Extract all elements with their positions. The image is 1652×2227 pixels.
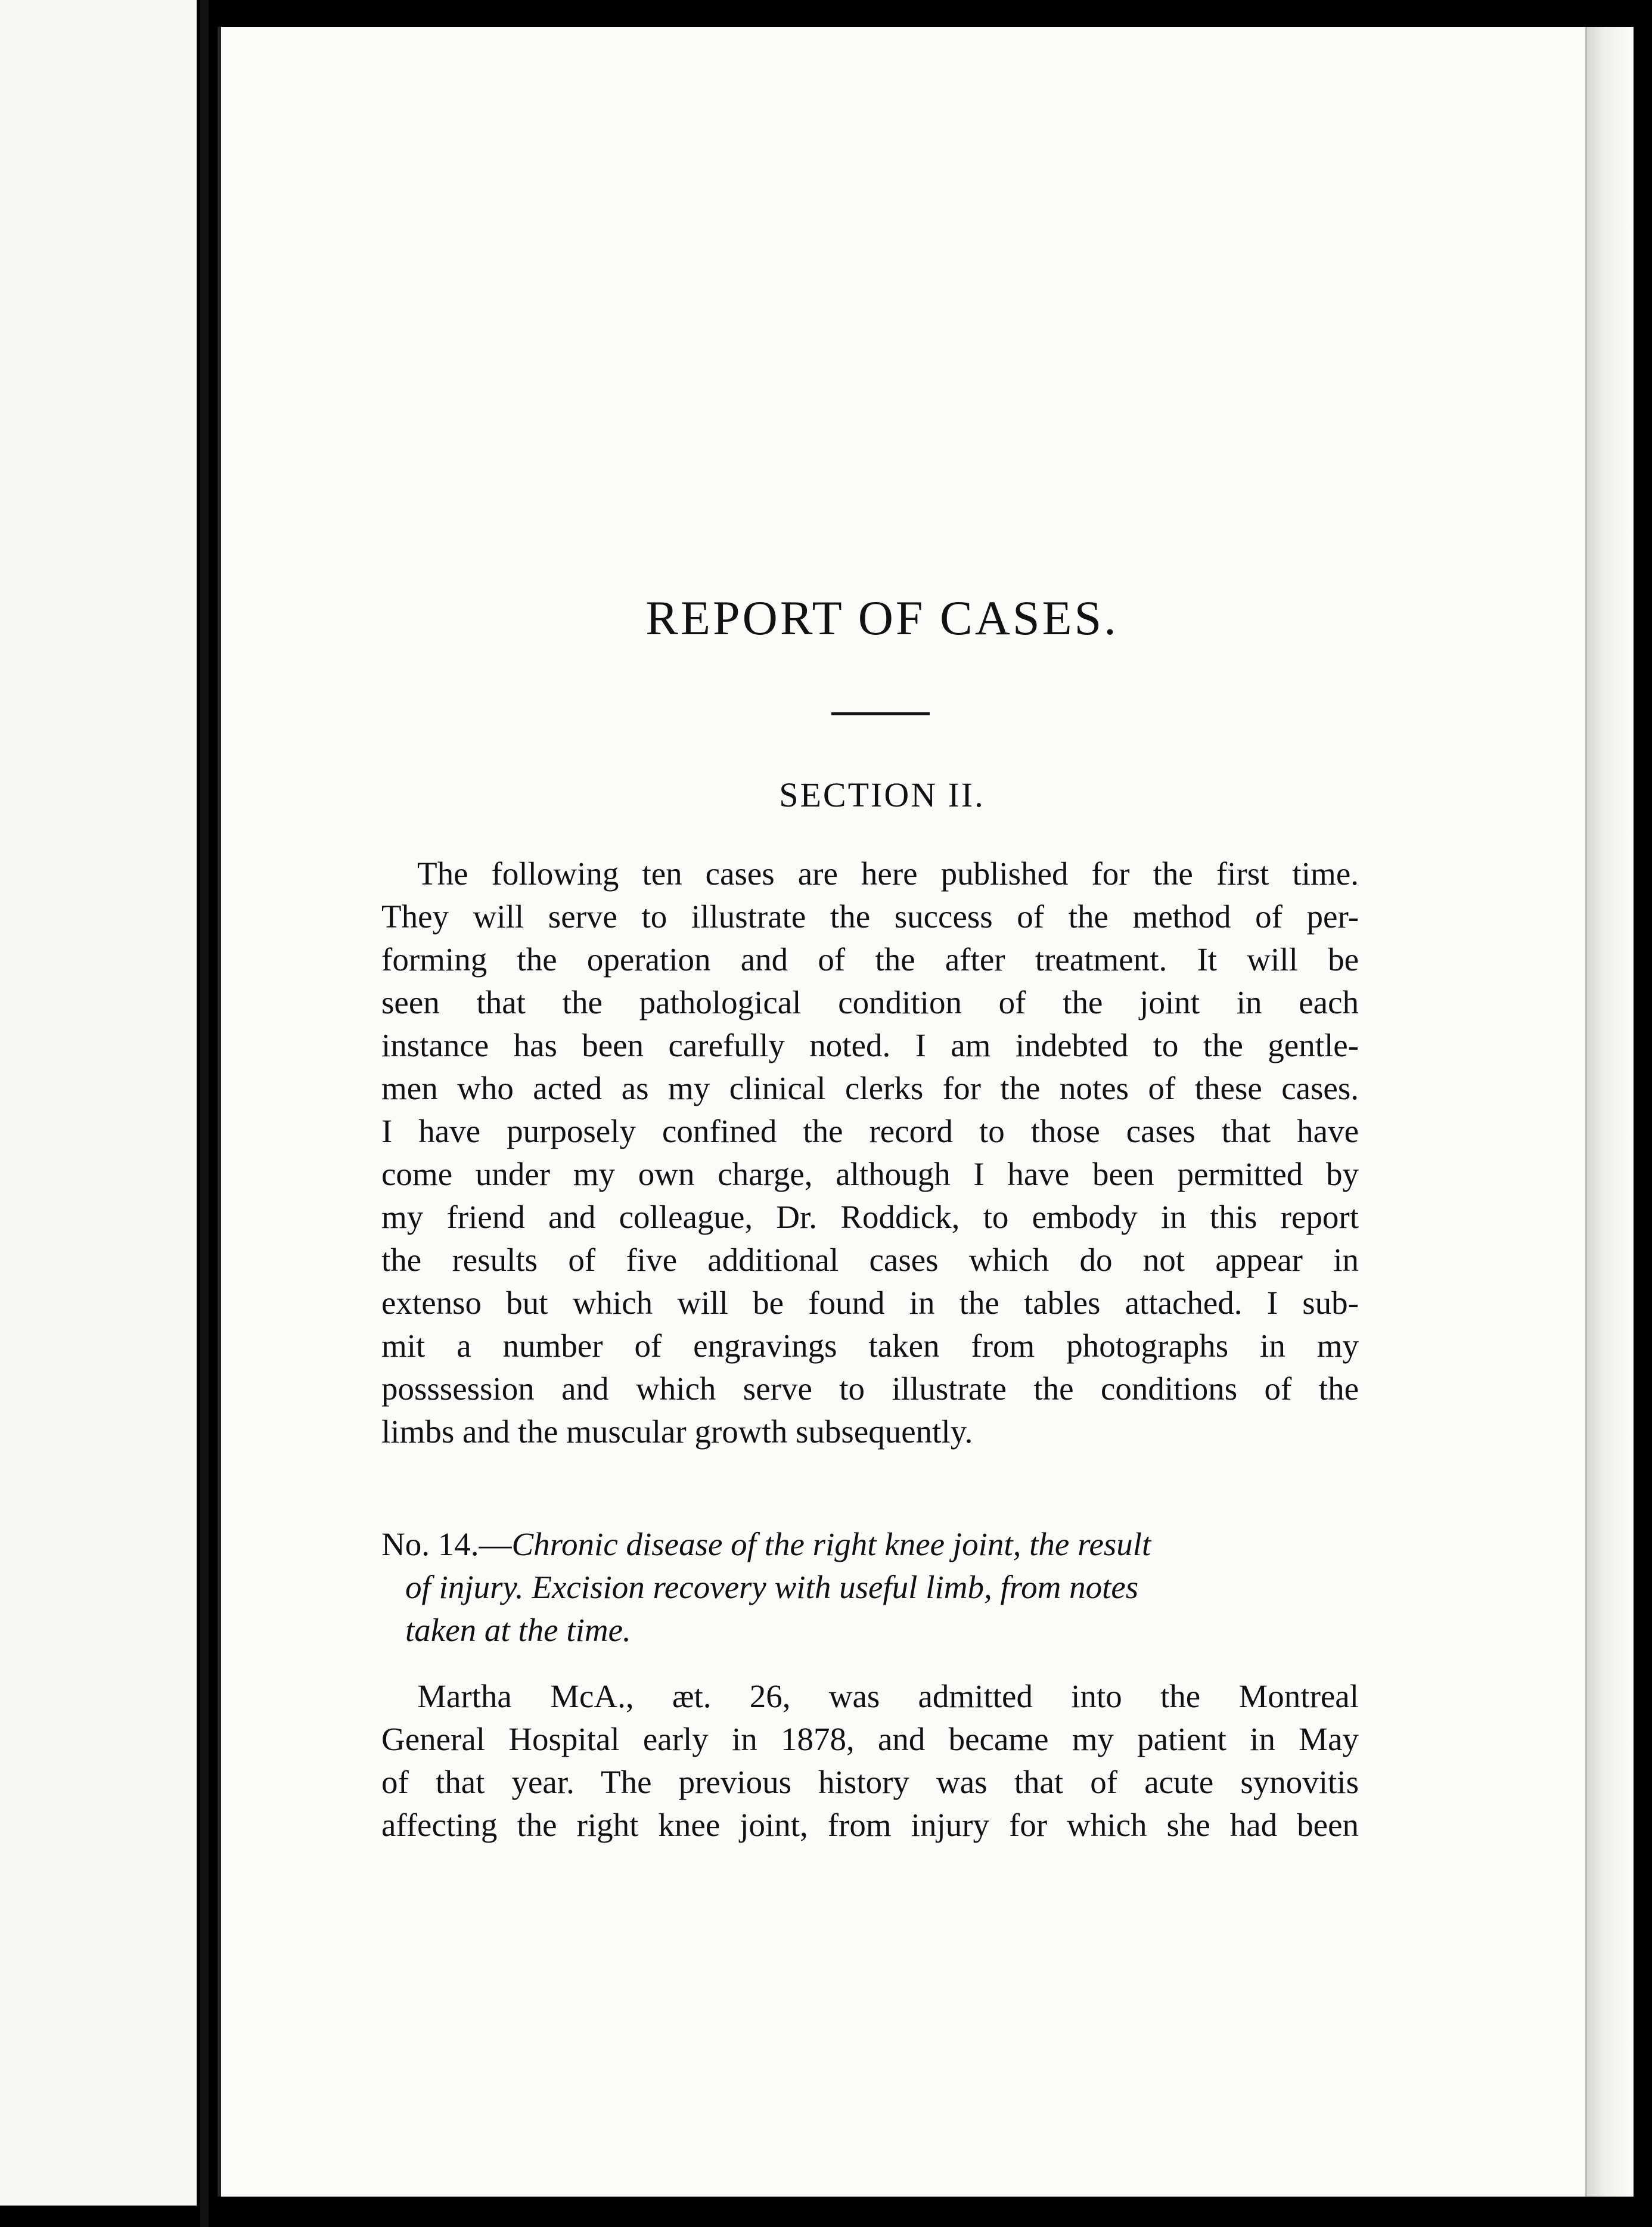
intro-line: posssession and which serve to illustrate the conditions of the: [381, 1370, 1359, 1407]
intro-line: The following ten cases are here published for the first time.: [417, 855, 1359, 892]
page-title: REPORT OF CASES.: [645, 591, 1119, 645]
case-heading: [381, 1523, 1359, 1652]
book-binding: [0, 0, 215, 2227]
intro-line: forming the operation and of the after treatment. It will be: [381, 941, 1359, 978]
intro-line: limbs and the muscular growth subsequently.: [381, 1413, 973, 1450]
binding-gutter: [200, 0, 209, 2227]
title-rule: [831, 712, 930, 715]
intro-line: mit a number of engravings taken from photographs in my: [381, 1327, 1359, 1364]
intro-line: the results of five additional cases which do not appear in: [381, 1242, 1359, 1278]
intro-line: extenso but which will be found in the tables attached. I sub-: [381, 1285, 1359, 1321]
case-heading-line: [381, 1609, 1359, 1652]
intro-line: seen that the pathological condition of the joint in each: [381, 984, 1359, 1021]
intro-line: men who acted as my clinical clerks for the notes of these cases.: [381, 1070, 1359, 1106]
case-title: of injury. Excision recovery with useful limb, from notes: [405, 1569, 1139, 1605]
intro-line: instance has been carefully noted. I am indebted to the gentle-: [381, 1027, 1359, 1063]
case-number: No. 14.—: [381, 1526, 512, 1562]
intro-line: come under my own charge, although I have been permitted by: [381, 1156, 1359, 1192]
facing-page-edge: [0, 0, 197, 2206]
case-body-line: affecting the right knee joint, from injury for which she had been: [381, 1807, 1359, 1843]
case-heading-line: [381, 1523, 1359, 1566]
intro-line: I have purposely confined the record to those cases that have: [381, 1113, 1359, 1149]
case-heading-line: [381, 1566, 1359, 1609]
case-title: Chronic disease of the right knee joint, the result: [511, 1526, 1151, 1562]
case-body-line: General Hospital early in 1878, and became my patient in May: [381, 1721, 1359, 1757]
intro-paragraph: [381, 852, 1359, 1453]
intro-line: They will serve to illustrate the success of the method of per-: [381, 898, 1359, 935]
case-body-line: of that year. The previous history was that of acute synovitis: [381, 1764, 1359, 1800]
case-title: taken at the time.: [405, 1612, 631, 1648]
page-edge-shadow: [1585, 27, 1632, 2197]
case-body-line: Martha McA., æt. 26, was admitted into the Montreal: [417, 1678, 1359, 1714]
section-heading: SECTION II.: [779, 776, 985, 814]
intro-line: my friend and colleague, Dr. Roddick, to embody in this report: [381, 1199, 1359, 1235]
case-body-paragraph: [381, 1675, 1359, 1847]
